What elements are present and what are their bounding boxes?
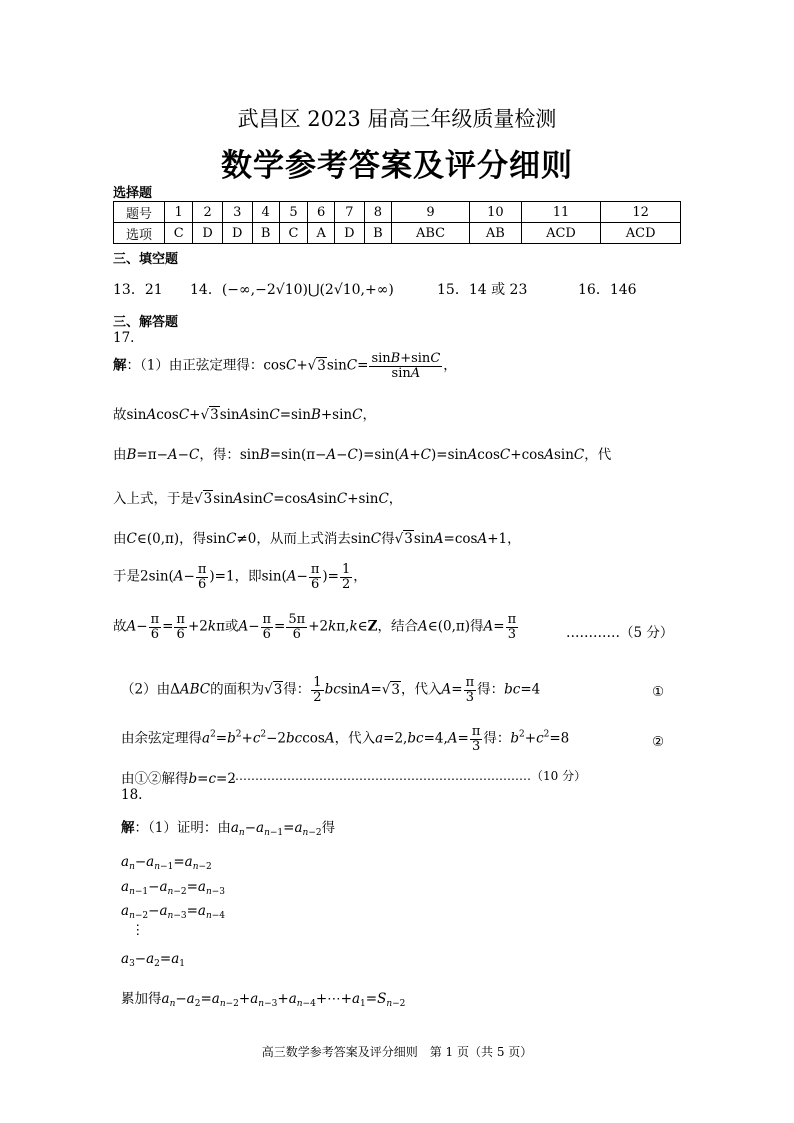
p17-line-9: 由余弦定理得$a^2=b^2+c^2-2bccosA$，代入a=2,bc=4,A= $\frac{\pi}{3}$ 得：$b^2+c^2=8$ — [121, 724, 570, 754]
p18-eq-2: $a_{n-1}-a_{n-2}=a_{n-3}$ — [121, 879, 226, 897]
p18-sum-prefix: 累加得 — [121, 991, 162, 1007]
jie-label: 解 — [113, 357, 127, 374]
p17-l9-mid2: 得： — [483, 730, 511, 747]
vertical-ellipsis: ⋮ — [131, 922, 145, 938]
p17-line-7: 故A− $\frac{\pi}{6}$ = $\frac{\pi}{6}$ +2kπ或A− $\frac{\pi}{6}$ = $\frac{5\pi}{6}$ +2kπ,k∈Z，结合A∈(0,π)得A= $\frac{\pi}{3}$ — [113, 612, 517, 642]
p17-l5-mid1: ，得 — [179, 531, 207, 547]
p17-score-10: …………………………………………………………………（10 分） — [231, 769, 587, 783]
answer-cell: ABC — [392, 223, 470, 244]
p17-l3-mid: ，得： — [199, 447, 240, 463]
answer-cell: B — [364, 223, 391, 244]
answer-cell: ACD — [601, 223, 681, 244]
p17-line-6: 于是2sin(A− $\frac{\pi}{6}$ )=1，即sin(A− $\frac{\pi}{6}$ )= $\frac{1}{2}$ ， — [113, 562, 367, 592]
p17-l7-mid: ，结合 — [377, 618, 418, 635]
jie-label: 解 — [121, 820, 135, 836]
fill-answers — [113, 279, 163, 299]
p17-l8-mid1: 的面积为 — [210, 681, 265, 698]
q14 — [190, 279, 394, 299]
circled-mark-2: ② — [652, 734, 665, 750]
question-number: 3 — [222, 202, 252, 223]
answer-cell: B — [252, 223, 279, 244]
p17-l5-mid2: ，从而上式消去 — [256, 531, 351, 547]
question-number: 5 — [279, 202, 307, 223]
p17-part1-intro: ：（1）由正弦定理得： — [126, 357, 264, 374]
page-footer: 高三数学参考答案及评分细则 第 1 页（共 5 页） — [261, 1045, 533, 1059]
q15-label: 15． — [437, 282, 469, 298]
p17-l9-mid1: ，代入 — [334, 730, 376, 747]
q16-label: 16． — [578, 282, 610, 298]
question-number: 1 — [165, 202, 193, 223]
answer-cell: A — [308, 223, 335, 244]
answer-cell: AB — [470, 223, 522, 244]
q16 — [578, 279, 637, 299]
exam-title: 武昌区 2023 届高三年级质量检测 — [237, 107, 557, 131]
q14-label: 14． — [190, 282, 222, 298]
table-row — [114, 223, 681, 244]
answer-cell: C — [279, 223, 307, 244]
p17-line-3: 由B=π−A−C，得：sinB=sin(π−A−C)=sin(A+C)=sinAcosC+cosAsinC，代 — [113, 447, 612, 463]
p18-eq-3: $a_{n-2}-a_{n-3}=a_{n-4}$ — [121, 903, 226, 921]
q15-answer: 14 或 23 — [468, 282, 528, 298]
p17-l2-prefix: 故 — [113, 407, 127, 423]
p17-l8-mid4: 得： — [477, 681, 505, 698]
p17-l4-prefix: 入上式，于是 — [113, 491, 194, 507]
table-header-cell: 选项 — [114, 223, 165, 244]
answer-cell: ACD — [521, 223, 601, 244]
p18-eq-1: $a_n-a_{n-1}=a_{n-2}$ — [121, 854, 212, 872]
p17-l6-prefix: 于是 — [113, 568, 140, 585]
p18-part1-suffix: 得 — [321, 820, 336, 836]
answer-cell: C — [165, 223, 193, 244]
p17-line-1: 解：（1）由正弦定理得：cosC+√3sinC= $\frac{\sin B+\sin C}{\sin A}$ ， — [113, 351, 457, 381]
problem-18-number: 18. — [121, 787, 143, 803]
p17-line-4: 入上式，于是√3sinAsinC=cosAsinC+sinC， — [113, 491, 403, 507]
choice-section-label: 选择题 — [113, 186, 153, 201]
p17-l5-prefix: 由 — [113, 531, 127, 547]
p18-eq-4: $a_3-a_2=a_1$ — [121, 951, 186, 969]
question-number: 4 — [252, 202, 279, 223]
q16-answer: 146 — [609, 282, 637, 298]
q13-label: 13． — [113, 282, 145, 298]
p17-line-10: 由①②解得b=c=2 — [121, 771, 236, 787]
answer-cell: D — [335, 223, 365, 244]
question-number: 10 — [470, 202, 522, 223]
p17-line-8: （2）由ΔABC的面积为√3得： $\frac{1}{2}$ bcsinA=√3，代入A= $\frac{\pi}{3}$ 得：bc=4 — [121, 675, 541, 705]
answer-cell: D — [222, 223, 252, 244]
p17-l5-mid3: 得 — [381, 531, 395, 547]
p17-l8-prefix: （2）由 — [121, 681, 171, 698]
doc-title: 数学参考答案及评分细则 — [221, 148, 573, 184]
p17-score-5: …………（5 分） — [566, 625, 674, 641]
question-number: 6 — [308, 202, 335, 223]
table-row — [114, 202, 681, 223]
question-number: 2 — [193, 202, 223, 223]
q13-answer: 21 — [144, 282, 163, 298]
question-number: 9 — [392, 202, 470, 223]
p17-line-2: 故sinAcosC+√3sinAsinC=sinB+sinC， — [113, 407, 376, 423]
p17-l7-mid2: 得 — [470, 618, 484, 635]
answer-table — [113, 201, 681, 244]
problem-17-number: 17. — [113, 330, 135, 346]
p18-sum-line: 累加得$a_n-a_2=a_{n-2}+a_{n-3}+a_{n-4}+\cdots+a_1=S_{n-2}$ — [121, 991, 406, 1009]
p18-line-1: 解：（1）证明：由$a_n-a_{n-1}=a_{n-2}$得 — [121, 820, 336, 838]
solve-section-label: 三、解答题 — [113, 315, 179, 330]
p17-l3-suffix: ，代 — [584, 447, 612, 463]
question-number: 8 — [364, 202, 391, 223]
q15 — [437, 279, 527, 299]
p17-l3-prefix: 由 — [113, 447, 127, 463]
question-number: 7 — [335, 202, 365, 223]
table-header-cell: 题号 — [114, 202, 165, 223]
p17-l8-mid3: ，代入 — [401, 681, 442, 698]
p17-l9-prefix: 由余弦定理得 — [121, 730, 202, 747]
p17-l8-mid2: 得： — [283, 681, 311, 698]
p17-l6-mid: ，即 — [234, 568, 262, 585]
p17-line-5: 由C∈(0,π)，得sinC≠0，从而上式消去sinC得√3sinA=cosA+1， — [113, 531, 521, 547]
circled-mark-1: ① — [652, 684, 665, 700]
q14-answer: (−∞,−2√10)⋃(2√10,+∞) — [221, 282, 394, 298]
p17-l10-prefix: 由①②解得 — [121, 771, 189, 787]
question-number: 12 — [601, 202, 681, 223]
p18-part1-intro: ：（1）证明：由 — [134, 820, 231, 836]
fill-section-label: 三、填空题 — [113, 252, 179, 267]
question-number: 11 — [521, 202, 601, 223]
p17-l7-prefix: 故 — [113, 618, 127, 635]
answer-cell: D — [193, 223, 223, 244]
